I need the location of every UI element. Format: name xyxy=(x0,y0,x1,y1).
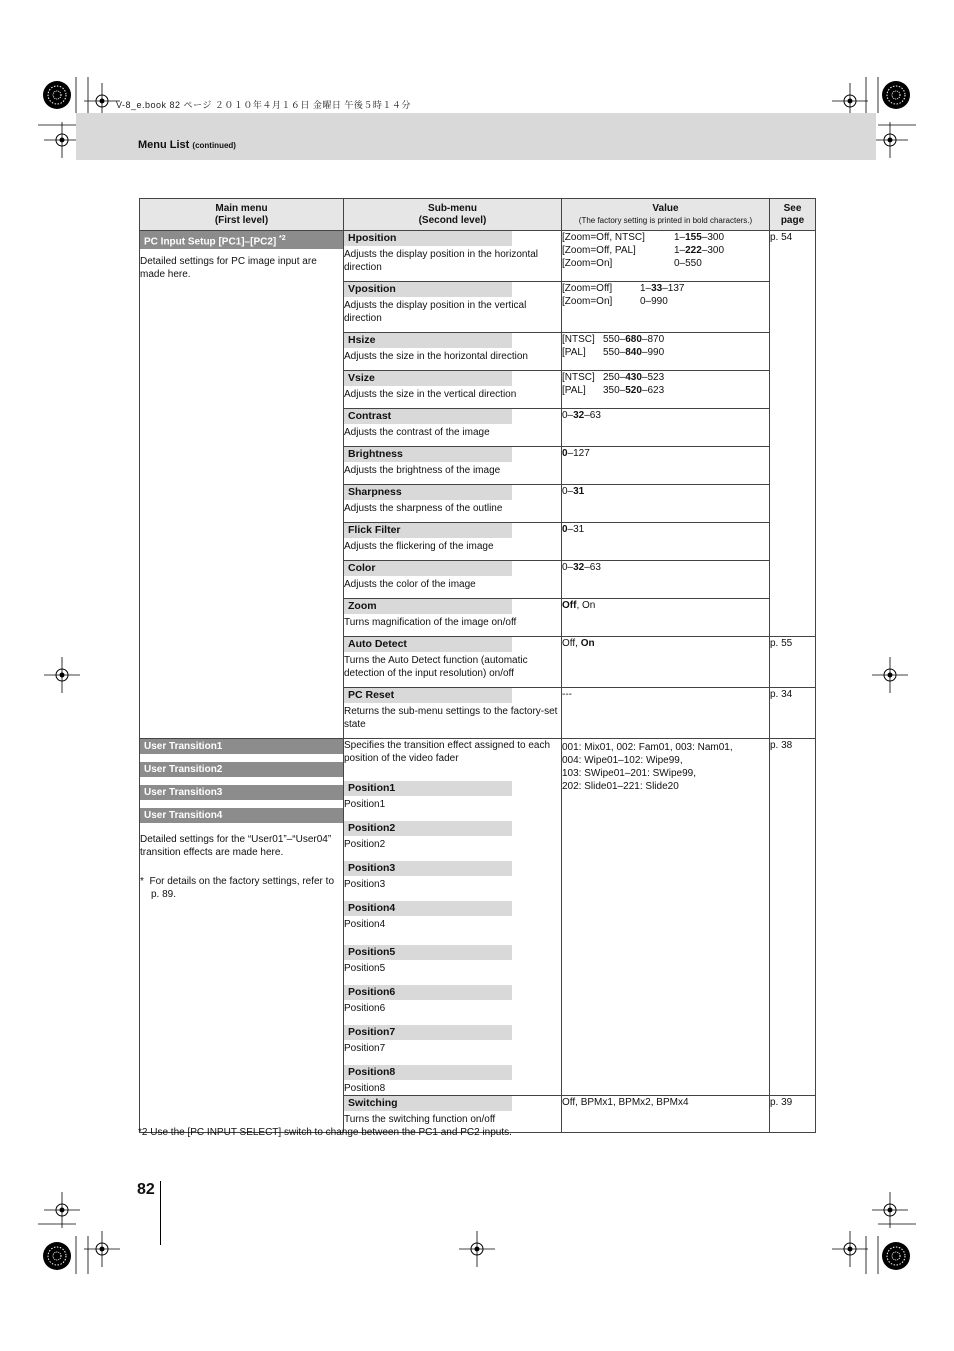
menu-table xyxy=(139,198,816,1133)
page-number-rule xyxy=(160,1181,161,1245)
value-line xyxy=(562,346,769,359)
position-block xyxy=(344,901,561,931)
value-line xyxy=(562,295,769,308)
value-range xyxy=(674,244,724,257)
page-header xyxy=(138,139,236,151)
value-max: –63 xyxy=(584,410,601,421)
value-min: 1– xyxy=(674,232,686,243)
sub-menu-cell xyxy=(344,485,562,523)
position-block xyxy=(344,1065,561,1095)
value-min: Off, xyxy=(562,638,581,649)
main-menu-label: User Transition1 xyxy=(140,739,343,754)
sub-menu-cell xyxy=(344,282,562,333)
page-number: 82 xyxy=(137,1181,155,1198)
sub-menu-description: Adjusts the brightness of the image xyxy=(344,465,501,476)
value-cell xyxy=(562,485,770,523)
sub-menu-description: Position8 xyxy=(344,1083,386,1094)
sub-menu-cell xyxy=(344,599,562,637)
value-cell xyxy=(562,231,770,282)
value-cell xyxy=(562,282,770,333)
sub-menu-description: Returns the sub-menu settings to the factory-set state xyxy=(344,706,558,730)
sub-menu-description: Turns the Auto Detect function (automatic detection of the input resolution) on/off xyxy=(344,655,528,679)
value-default: 32 xyxy=(573,562,585,573)
sub-menu-description: Turns magnification of the image on/off xyxy=(344,617,517,628)
value-default: 0 xyxy=(562,448,568,459)
value-line xyxy=(562,384,769,397)
value-cell: Off, BPMx1, BPMx2, BPMx4 xyxy=(562,1096,770,1133)
value-range xyxy=(562,485,584,498)
value-range xyxy=(640,295,668,308)
sub-menu-label: Vposition xyxy=(344,282,512,297)
sub-menu-cell xyxy=(344,561,562,599)
main-menu-description: Detailed settings for the “User01”–“User04” transition effects are made here. xyxy=(140,834,332,858)
value-default: 520 xyxy=(625,385,642,396)
value-max: –137 xyxy=(662,283,685,294)
sub-menu-description: Position2 xyxy=(344,839,386,850)
position-block xyxy=(344,945,561,975)
sub-menu-description: Position4 xyxy=(344,919,386,930)
position-block xyxy=(344,821,561,851)
value-range xyxy=(603,346,664,359)
sub-menu-cell xyxy=(344,447,562,485)
header-sub-menu: Sub-menu (Second level) xyxy=(344,199,562,231)
header-title: Menu List xyxy=(138,139,190,151)
sub-menu-label: Position7 xyxy=(344,1025,512,1040)
value-cell xyxy=(562,333,770,371)
value-range xyxy=(562,447,590,460)
value-cell xyxy=(562,409,770,447)
value-condition: [Zoom=On] xyxy=(562,296,613,307)
sub-menu-intro: Specifies the transition effect assigned to each position of the video fader xyxy=(344,740,551,764)
value-range xyxy=(603,384,664,397)
value-cell xyxy=(562,523,770,561)
position-block xyxy=(344,861,561,891)
sub-menu-label: Position6 xyxy=(344,985,512,1000)
value-default: 680 xyxy=(625,334,642,345)
value-min: 0– xyxy=(562,486,574,497)
main-menu-cell xyxy=(140,739,344,1133)
value-line xyxy=(562,231,769,244)
header-value: Value (The factory setting is printed in bold characters.) xyxy=(562,199,770,231)
sub-menu-cell xyxy=(344,409,562,447)
sub-menu-label: Position3 xyxy=(344,861,512,876)
value-condition: [PAL] xyxy=(562,385,586,396)
sub-menu-cell xyxy=(344,371,562,409)
sub-menu-label: Position4 xyxy=(344,901,512,916)
value-line xyxy=(562,244,769,257)
value-line xyxy=(562,409,769,422)
value-max: –63 xyxy=(584,562,601,573)
value-line xyxy=(562,523,769,536)
table-header-row xyxy=(140,199,816,231)
value-line xyxy=(562,561,769,574)
sub-menu-label: Flick Filter xyxy=(344,523,512,538)
value-cell xyxy=(562,371,770,409)
value-default: On xyxy=(580,638,595,649)
main-menu-label xyxy=(140,231,343,249)
value-min: 0– xyxy=(562,410,574,421)
value-range xyxy=(562,599,595,612)
sub-menu-label: Sharpness xyxy=(344,485,512,500)
sub-menu-label: Zoom xyxy=(344,599,512,614)
value-default: 840 xyxy=(625,347,642,358)
value-range xyxy=(562,637,595,650)
main-menu-label-text: PC Input Setup [PC1]–[PC2] xyxy=(144,236,277,248)
value-line: 004: Wipe01–102: Wipe99, xyxy=(562,755,683,766)
main-menu-label: User Transition3 xyxy=(140,785,343,800)
value-condition: [Zoom=Off, PAL] xyxy=(562,245,636,256)
see-page-cell: p. 55 xyxy=(770,637,816,688)
note xyxy=(140,875,343,901)
value-min: 550– xyxy=(603,347,626,358)
sub-menu-cell xyxy=(344,637,562,688)
value-cell xyxy=(562,599,770,637)
value-range xyxy=(562,561,601,574)
value-line: 202: Slide01–221: Slide20 xyxy=(562,781,679,792)
sub-menu-description: Adjusts the flickering of the image xyxy=(344,541,494,552)
value-default: 430 xyxy=(625,372,642,383)
value-line xyxy=(562,637,769,650)
value-line xyxy=(562,688,769,701)
value-default: 33 xyxy=(651,283,663,294)
sub-menu-cell xyxy=(344,333,562,371)
sub-menu-description: Turns the switching function on/off xyxy=(344,1114,496,1125)
sub-menu-label: Switching xyxy=(344,1096,512,1111)
main-menu-label: User Transition2 xyxy=(140,762,343,777)
sub-menu-cell xyxy=(344,739,562,1096)
sub-menu-label: Position5 xyxy=(344,945,512,960)
value-cell xyxy=(562,739,770,1096)
value-condition: [NTSC] xyxy=(562,372,595,383)
value-range xyxy=(562,409,601,422)
sub-menu-description: Adjusts the contrast of the image xyxy=(344,427,490,438)
table-row xyxy=(140,739,816,1096)
header-band xyxy=(76,113,876,160)
value-line xyxy=(562,257,769,270)
position-block xyxy=(344,1025,561,1055)
value-range xyxy=(603,371,664,384)
sub-menu-description: Adjusts the size in the vertical direction xyxy=(344,389,517,400)
value-max: –127 xyxy=(567,448,590,459)
footnote: *2 Use the [PC INPUT SELECT] switch to change between the PC1 and PC2 inputs. xyxy=(138,1127,512,1138)
footnote-ref: *2 xyxy=(279,235,286,242)
note-mark: * xyxy=(140,876,144,887)
value-default: 155 xyxy=(685,232,702,243)
value-range xyxy=(562,523,584,536)
value-range xyxy=(562,688,572,701)
value-range xyxy=(640,282,685,295)
position-block xyxy=(344,985,561,1015)
sub-menu-label: Hposition xyxy=(344,231,512,246)
value-default: 222 xyxy=(685,245,702,256)
sub-menu-label: Vsize xyxy=(344,371,512,386)
value-line: 103: SWipe01–201: SWipe99, xyxy=(562,768,696,779)
sub-menu-label: Contrast xyxy=(344,409,512,424)
value-max: –300 xyxy=(701,245,725,256)
value-condition: [PAL] xyxy=(562,347,586,358)
sub-menu-label: Position1 xyxy=(344,781,512,796)
value-range xyxy=(603,333,664,346)
value-line xyxy=(562,447,769,460)
value-min: 1– xyxy=(674,245,686,256)
value-cell xyxy=(562,637,770,688)
value-min: 1– xyxy=(640,283,652,294)
sub-menu-label: Position8 xyxy=(344,1065,512,1080)
value-max: –523 xyxy=(641,372,665,383)
sub-menu-description: Position6 xyxy=(344,1003,386,1014)
sub-menu-label: Hsize xyxy=(344,333,512,348)
sub-menu-label: Position2 xyxy=(344,821,512,836)
value-cell xyxy=(562,561,770,599)
sub-menu-label: Color xyxy=(344,561,512,576)
value-min: 550– xyxy=(603,334,626,345)
sub-menu-description: Adjusts the sharpness of the outline xyxy=(344,503,503,514)
value-line xyxy=(562,371,769,384)
value-min: 0– xyxy=(562,562,574,573)
value-condition: [Zoom=Off] xyxy=(562,283,613,294)
print-info: V-8_e.book 82 ページ ２０１０年４月１６日 金曜日 午後５時１４分 xyxy=(116,100,411,110)
value-max: –623 xyxy=(641,385,665,396)
value-default: 0 xyxy=(562,524,568,535)
value-line xyxy=(562,485,769,498)
value-max: –870 xyxy=(641,334,665,345)
sub-menu-label: Auto Detect xyxy=(344,637,512,652)
value-range xyxy=(674,231,724,244)
value-line: 001: Mix01, 002: Fam01, 003: Nam01, xyxy=(562,742,733,753)
value-max: –31 xyxy=(567,524,585,535)
main-menu-label: User Transition4 xyxy=(140,808,343,823)
value-min: 250– xyxy=(603,372,626,383)
sub-menu-cell xyxy=(344,231,562,282)
header-see-page: See page xyxy=(770,199,816,231)
sub-menu-description: Position7 xyxy=(344,1043,386,1054)
sub-menu-description: Adjusts the display position in the vertical direction xyxy=(344,300,527,324)
value-condition: [Zoom=On] xyxy=(562,258,613,269)
value-default: 32 xyxy=(573,410,585,421)
sub-menu-description: Position1 xyxy=(344,799,386,810)
sub-menu-description: Adjusts the size in the horizontal direction xyxy=(344,351,528,362)
sub-menu-label: PC Reset xyxy=(344,688,512,703)
value-condition: [Zoom=Off, NTSC] xyxy=(562,232,645,243)
see-page-cell: p. 34 xyxy=(770,688,816,739)
value-condition: [NTSC] xyxy=(562,334,595,345)
value-default: Off xyxy=(562,600,577,611)
sub-menu-cell xyxy=(344,523,562,561)
header-continued: (continued) xyxy=(192,141,236,150)
value-line xyxy=(562,599,769,612)
main-menu-cell xyxy=(140,231,344,739)
value-min: 350– xyxy=(603,385,626,396)
sub-menu-description: Position3 xyxy=(344,879,386,890)
see-page-cell: p. 39 xyxy=(770,1096,816,1133)
position-block xyxy=(344,781,561,811)
value-range xyxy=(674,257,702,270)
value-max: , On xyxy=(576,600,596,611)
note-text: For details on the factory settings, refer to p. 89. xyxy=(149,876,334,900)
value-min: 0–550 xyxy=(674,258,702,269)
header-main-menu: Main menu (First level) xyxy=(140,199,344,231)
value-max: –300 xyxy=(701,232,725,243)
see-page-cell: p. 38 xyxy=(770,739,816,1096)
sub-menu-description: Adjusts the color of the image xyxy=(344,579,476,590)
value-cell xyxy=(562,688,770,739)
value-default: 31 xyxy=(573,486,585,497)
table-row xyxy=(140,231,816,282)
value-max: –990 xyxy=(641,347,665,358)
sub-menu-description: Position5 xyxy=(344,963,386,974)
value-cell xyxy=(562,447,770,485)
value-min: 0–990 xyxy=(640,296,668,307)
sub-menu-label: Brightness xyxy=(344,447,512,462)
sub-menu-description: Adjusts the display position in the horizontal direction xyxy=(344,249,539,273)
value-line xyxy=(562,333,769,346)
main-menu-description: Detailed settings for PC image input are made here. xyxy=(140,256,317,281)
sub-menu-cell xyxy=(344,688,562,739)
value-line xyxy=(562,282,769,295)
see-page-cell: p. 54 xyxy=(770,231,816,637)
value-min: --- xyxy=(562,689,572,700)
